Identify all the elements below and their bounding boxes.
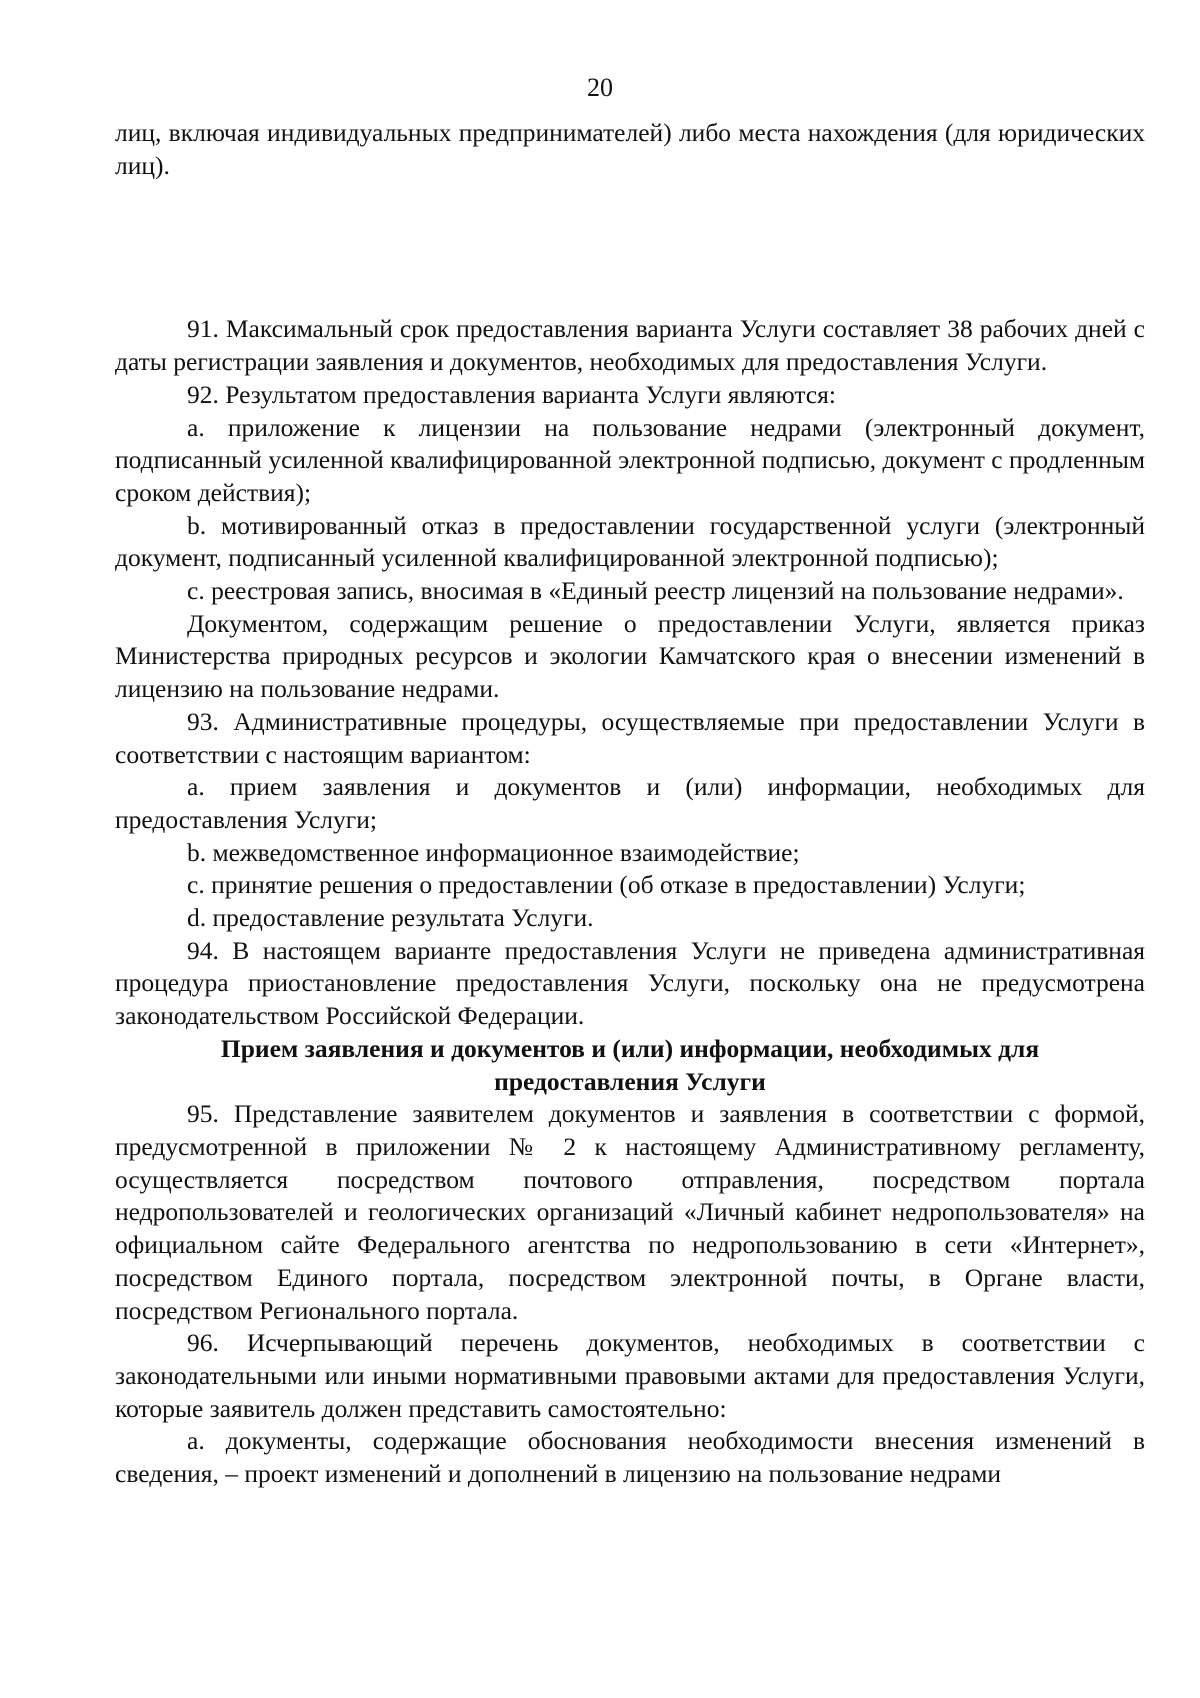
page-number: 20 xyxy=(587,73,613,102)
section-heading-line-2: предоставления Услуги xyxy=(494,1066,766,1096)
paragraph-92: 92. Результатом предоставления варианта Услуги являются: xyxy=(187,379,836,409)
paragraph-93-b: b. межведомственное информационное взаимодействие; xyxy=(187,837,800,867)
paragraph-94: 94. В настоящем варианте предоставления Услуги не приведена административная процедура приостановление предоставления Услуги, поскольку она не предусмотрена законодательством Российской Федерации. xyxy=(115,935,1145,1031)
paragraph-93-d: d. предоставление результата Услуги. xyxy=(187,903,594,933)
paragraph-93-a: a. прием заявления и документов и (или) информации, необходимых для предоставления Услуги; xyxy=(115,772,1145,834)
paragraph-91: 91. Максимальный срок предоставления варианта Услуги составляет 38 рабочих дней с даты регистрации заявления и документов, необходимых для предоставления Услуги. xyxy=(115,314,1145,377)
paragraph-96: 96. Исчерпывающий перечень документов, необходимых в соответствии с законодательными или иными нормативными правовыми актами для предоставления Услуги, которые заявитель должен представить самостоятельно: xyxy=(115,1328,1145,1423)
paragraph-continuation: лиц, включая индивидуальных предпринимателей) либо места нахождения (для юридических лиц). xyxy=(115,118,1145,180)
paragraph-93-c: c. принятие решения о предоставлении (об отказе в предоставлении) Услуги; xyxy=(187,870,1026,900)
paragraph-92-b: b. мотивированный отказ в предоставлении государственной услуги (электронный документ, подписанный усиленной квалифицированной электронной подписью); xyxy=(115,510,1145,573)
document-body xyxy=(115,117,1145,1491)
paragraph-decision-document: Документом, содержащим решение о предоставлении Услуги, является приказ Министерства природных ресурсов и экологии Камчатского края о внесении изменений в лицензию на пользование недрами. xyxy=(115,608,1145,704)
section-heading xyxy=(115,1033,1145,1098)
paragraph-96-a: a. документы, содержащие обоснования необходимости внесения изменений в сведения, – проект изменений и дополнений в лицензию на пользование недрами xyxy=(115,1426,1145,1489)
paragraph-92-a: a. приложение к лицензии на пользование недрами (электронный документ, подписанный усиленной квалифицированной электронной подписью, документ с продленным сроком действия); xyxy=(115,412,1145,507)
paragraph-92-c: c. реестровая запись, вносимая в «Единый реестр лицензий на пользование недрами». xyxy=(187,576,1124,606)
paragraph-95: 95. Представление заявителем документов и заявления в соответствии с формой, предусмотренной в приложении № 2 к настоящему Административному регламенту, осуществляется посредством почтового отправления, посредством портала недропользователей и геологических организаций «Личный кабинет недропользователя» на официальном сайте Федерального агентства по недропользованию в сети «Интернет», посредством Единого портала, посредством электронной почты, в Органе власти, посредством Регионального портала. xyxy=(115,1099,1145,1325)
section-heading-line-1: Прием заявления и документов и (или) информации, необходимых для xyxy=(220,1033,1040,1063)
paragraph-93: 93. Административные процедуры, осуществляемые при предоставлении Услуги в соответствии с настоящим вариантом: xyxy=(115,706,1145,769)
blank-space xyxy=(115,182,1145,313)
